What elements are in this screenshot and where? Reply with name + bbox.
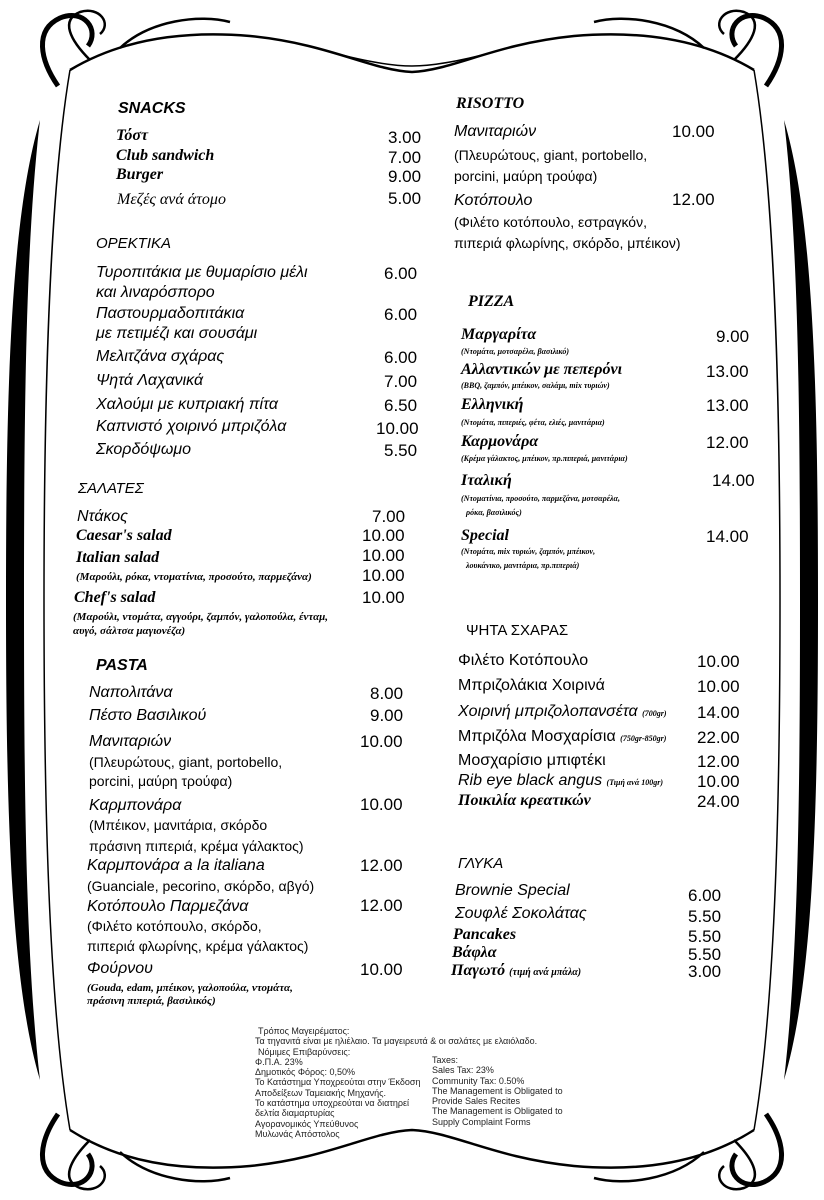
menu-item-description: (Πλευρώτους, giant, portobello,	[89, 754, 283, 770]
menu-item-name: Σκορδόψωμο	[96, 441, 192, 458]
menu-item-description-line2: πράσινη πιπεριά, βασιλικός)	[87, 995, 216, 1007]
footer-line: Νόμιμες Επιβαρύνσεις:	[258, 1046, 351, 1057]
menu-item-price: 3.00	[388, 128, 422, 147]
menu-item-description: (Κρέμα γάλακτος, μπέικον, πρ.πιπεριά, μανιτάρια)	[461, 454, 628, 463]
menu-item-name: Παστουρμαδοπιτάκια	[96, 305, 245, 322]
footer-notes-english	[432, 1055, 563, 1127]
footer-line: Taxes:	[432, 1055, 459, 1065]
section-title-salates: ΣΑΛΑΤΕΣ	[78, 480, 144, 497]
menu-item-note: (τιμή ανά μπάλα)	[509, 967, 582, 978]
footer-line: The Management is Obligated to	[432, 1085, 563, 1096]
menu-item-price: 5.50	[688, 945, 722, 964]
menu-item-description-line2: λουκάνικο, μανιτάρια, πρ.πιπεριά)	[466, 561, 580, 570]
menu-item-description: (Φιλέτο κοτόπουλο, εστραγκόν,	[454, 214, 647, 230]
menu-item-price: 5.50	[688, 927, 722, 946]
footer-line: Τρόπος Μαγειρέματος:	[258, 1026, 350, 1036]
menu-item-name: Σουφλέ Σοκολάτας	[455, 905, 587, 922]
menu-item-price: 12.00	[672, 190, 715, 209]
menu-item-description-line2: αυγό, σάλτσα μαγιονέζα)	[73, 625, 186, 637]
menu-item-price: 13.00	[706, 396, 749, 415]
menu-item-price: 12.00	[697, 752, 740, 771]
menu-item-price: 10.00	[362, 526, 405, 545]
menu-item-name: Caesar's salad	[76, 527, 172, 544]
menu-item-price: 10.00	[697, 652, 740, 671]
menu-item-name: Τόστ	[116, 127, 149, 144]
menu-item-name: Chef's salad	[74, 589, 156, 606]
menu-item-name: Καρμπονάρα a la italiana	[87, 857, 265, 874]
menu-item-name: Μεζές ανά άτομο	[117, 191, 226, 208]
menu-item-price: 6.00	[384, 348, 418, 367]
menu-item-price: 3.00	[688, 962, 722, 981]
menu-item-name-text: Μπριζόλα Μοσχαρίσια	[458, 728, 616, 745]
menu-item-name	[458, 772, 663, 790]
menu-item-name: Μοσχαρίσιο μπιφτέκι	[458, 752, 606, 769]
menu-item-price: 22.00	[697, 728, 740, 747]
menu-item-price: 6.00	[384, 264, 418, 283]
menu-item-description-line2: πιπεριά φλωρίνης, σκόρδο, μπέικον)	[454, 235, 681, 251]
menu-item-name: Φούρνου	[87, 960, 153, 977]
menu-item-description: (Ντομάτα, πιπεριές, φέτα, ελιές, μανιτάρια)	[461, 418, 605, 427]
menu-item-name-line2: και λιναρόσπορο	[96, 284, 215, 301]
menu-item-price: 9.00	[388, 167, 422, 186]
menu-item-price: 5.50	[384, 441, 418, 460]
menu-item-name: Καπνιστό χοιρινό μπριζόλα	[96, 418, 287, 435]
menu-item-price: 24.00	[697, 792, 740, 811]
menu-item-name-line2: με πετιμέζι και σουσάμι	[96, 325, 258, 342]
menu-item-name: Ναπολιτάνα	[89, 684, 173, 701]
menu-item-price: 5.00	[388, 189, 422, 208]
footer-line: Sales Tax: 23%	[432, 1065, 494, 1076]
menu-item-name: Μπριζολάκια Χοιρινά	[458, 677, 605, 694]
footer-line: The Management is Obligated to	[432, 1106, 563, 1117]
menu-item-name: Πέστο Βασιλικού	[89, 707, 207, 724]
section-title-risotto: RISOTTO	[456, 95, 525, 112]
footer-line: Το Κατάστημα Υποχρεούται στην Έκδοση	[255, 1077, 421, 1088]
menu-item-name: Special	[461, 527, 509, 544]
menu-item-price: 5.50	[688, 907, 722, 926]
menu-item-name: Βάφλα	[452, 944, 497, 961]
menu-item-name: Brownie Special	[455, 882, 570, 899]
menu-item-price: 7.00	[384, 372, 418, 391]
menu-item-name: Ντάκος	[77, 508, 128, 525]
menu-item-price: 14.00	[712, 471, 755, 490]
menu-item-name: Κοτόπουλο Παρμεζάνα	[87, 898, 249, 915]
footer-line: Αποδείξεων Ταμειακής Μηχανής.	[255, 1087, 387, 1098]
footer-line: Τα τηγανιτά είναι με ηλιέλαιο. Τα μαγειρευτά & οι σαλάτες με ελαιόλαδο.	[255, 1036, 538, 1047]
menu-item-description: (Ντοματίνια, προσούτο, παρμεζάνα, μοτσαρέλα,	[461, 494, 620, 503]
section-title-orektika: ΟΡΕΚΤΙΚΑ	[96, 235, 172, 252]
menu-item-price: 12.00	[360, 896, 403, 915]
section-title-pasta: PASTA	[96, 657, 148, 674]
menu-item-name: Χαλούμι με κυπριακή πίτα	[96, 396, 278, 413]
menu-item-price: 10.00	[362, 588, 405, 607]
menu-item-description: (Φιλέτο κοτόπουλο, σκόρδο,	[87, 918, 262, 934]
menu-item-price: 12.00	[360, 856, 403, 875]
menu-item-price: 10.00	[360, 795, 403, 814]
menu-item-name: Καρμονάρα	[461, 433, 539, 450]
menu-item-name: Φιλέτο Κοτόπουλο	[458, 652, 589, 669]
menu-item-price: 8.00	[370, 684, 404, 703]
menu-item-description-line2: porcini, μαύρη τρούφα)	[454, 168, 598, 184]
menu-item-note: (750gr-850gr)	[620, 734, 667, 743]
menu-item-price: 6.50	[384, 396, 418, 415]
footer-line: Το κατάστημα υποχρεούται να διατηρεί	[255, 1098, 410, 1109]
menu-item-price: 12.00	[706, 433, 749, 452]
menu-item-description: (Πλευρώτους, giant, portobello,	[454, 147, 648, 163]
menu-item-price: 7.00	[372, 507, 406, 526]
menu-item-name: Μελιτζάνα σχάρας	[96, 348, 225, 365]
menu-item-description-line2: ρόκα, βασιλικός)	[466, 508, 522, 517]
menu-item-name: Καρμπονάρα	[89, 797, 182, 814]
menu-item-note: (Τιμή ανά 100gr)	[606, 778, 664, 787]
menu-item-name-text: Χοιρινή μπριζολοπανσέτα	[458, 703, 638, 720]
menu-item-price: 9.00	[716, 327, 750, 346]
menu-item-name	[458, 703, 667, 721]
menu-item-price: 10.00	[697, 677, 740, 696]
footer-line: Supply Complaint Forms	[432, 1116, 531, 1127]
menu-item-name: Ποικιλία κρεατικών	[458, 792, 591, 809]
top-ornament	[69, 11, 755, 72]
menu-item-description: (Μαρούλι, ντομάτα, αγγούρι, ζαμπόν, γαλοπούλα, ένταμ,	[73, 611, 329, 623]
menu-item-description-line2: πράσινη πιπεριά, κρέμα γάλακτος)	[89, 838, 304, 854]
menu-item-description: (Ντομάτα, mix τυριών, ζαμπόν, μπέικον,	[461, 547, 596, 556]
menu-item-price: 6.00	[688, 886, 722, 905]
menu-item-price: 10.00	[376, 419, 419, 438]
left-frame-band	[6, 120, 40, 1080]
menu-item-name: Burger	[116, 166, 164, 183]
menu-item-name: Ιταλική	[461, 472, 512, 489]
menu-item-name: Ψητά Λαχανικά	[96, 372, 204, 389]
section-title-pizza: PIZZA	[468, 293, 515, 310]
menu-item-price: 10.00	[672, 122, 715, 141]
menu-item-price: 10.00	[697, 772, 740, 791]
menu-item-price: 9.00	[370, 706, 404, 725]
menu-item-price: 10.00	[362, 546, 405, 565]
footer-line: Φ.Π.Α. 23%	[255, 1056, 303, 1067]
section-title-grill: ΨΗΤΑ ΣΧΑΡΑΣ	[466, 622, 569, 639]
right-frame-band	[784, 120, 818, 1080]
menu-item-note: (700gr)	[642, 709, 667, 718]
menu-item-description: (Μαρούλι, ρόκα, ντοματίνια, προσούτο, παρμεζάνα)	[76, 571, 312, 583]
menu-item-price: 14.00	[706, 527, 749, 546]
menu-item-name: Κοτόπουλο	[454, 192, 533, 209]
menu-item-description-line2: πιπεριά φλωρίνης, κρέμα γάλακτος)	[87, 938, 309, 954]
section-title-glyka: ΓΛΥΚΑ	[458, 855, 504, 872]
menu-item-name: Italian salad	[76, 549, 160, 566]
menu-item-name: Μαργαρίτα	[461, 326, 537, 343]
menu-item-name: Τυροπιτάκια με θυμαρίσιο μέλι	[96, 264, 308, 281]
menu-item-name: Ελληνική	[461, 396, 524, 413]
menu-item-description: (Μπέικον, μανιτάρια, σκόρδο	[89, 817, 268, 833]
menu-item-name-text: Rib eye black angus	[458, 772, 603, 789]
menu-item-name-text: Παγωτό	[451, 962, 506, 979]
menu-item-description: (Gouda, edam, μπέικον, γαλοπούλα, ντομάτα,	[87, 982, 293, 994]
menu-item-price: 10.00	[360, 960, 403, 979]
menu-item-name: Αλλαντικών με πεπερόνι	[461, 361, 623, 378]
menu-item-price: 10.00	[362, 566, 405, 585]
menu-item-name: Μανιταριών	[454, 123, 537, 140]
menu-item-price: 10.00	[360, 732, 403, 751]
footer-line: Community Tax: 0.50%	[432, 1075, 525, 1086]
menu-item-name: Club sandwich	[116, 147, 215, 164]
menu-item-price: 13.00	[706, 362, 749, 381]
menu-item-description: (BBQ, ζαμπόν, μπέικον, σαλάμι, mix τυριών)	[461, 381, 610, 390]
menu-item-price: 14.00	[697, 703, 740, 722]
footer-line: Δημοτικός Φόρος: 0,50%	[255, 1067, 356, 1078]
menu-item-name: Pancakes	[453, 926, 517, 943]
menu-item-description-line2: porcini, μαύρη τρούφα)	[89, 773, 233, 789]
menu-item-name	[458, 728, 666, 746]
menu-item-price: 7.00	[388, 148, 422, 167]
menu-item-description: (Ντομάτα, μοτσαρέλα, βασιλικό)	[461, 347, 570, 356]
menu-item-price: 6.00	[384, 305, 418, 324]
menu-item-name: Μανιταριών	[89, 733, 172, 750]
footer-line: Μυλωνάς Απόστολος	[255, 1128, 340, 1139]
footer-line: Provide Sales Recites	[432, 1096, 521, 1107]
menu-item-name	[451, 962, 581, 980]
menu-item-description: (Guanciale, pecorino, σκόρδο, αβγό)	[87, 878, 315, 894]
footer-line: δελτία διαμαρτυρίας	[255, 1108, 335, 1119]
section-title-snacks: SNACKS	[118, 100, 186, 117]
footer-line: Αγορανομικός Υπεύθυνος	[255, 1118, 359, 1129]
